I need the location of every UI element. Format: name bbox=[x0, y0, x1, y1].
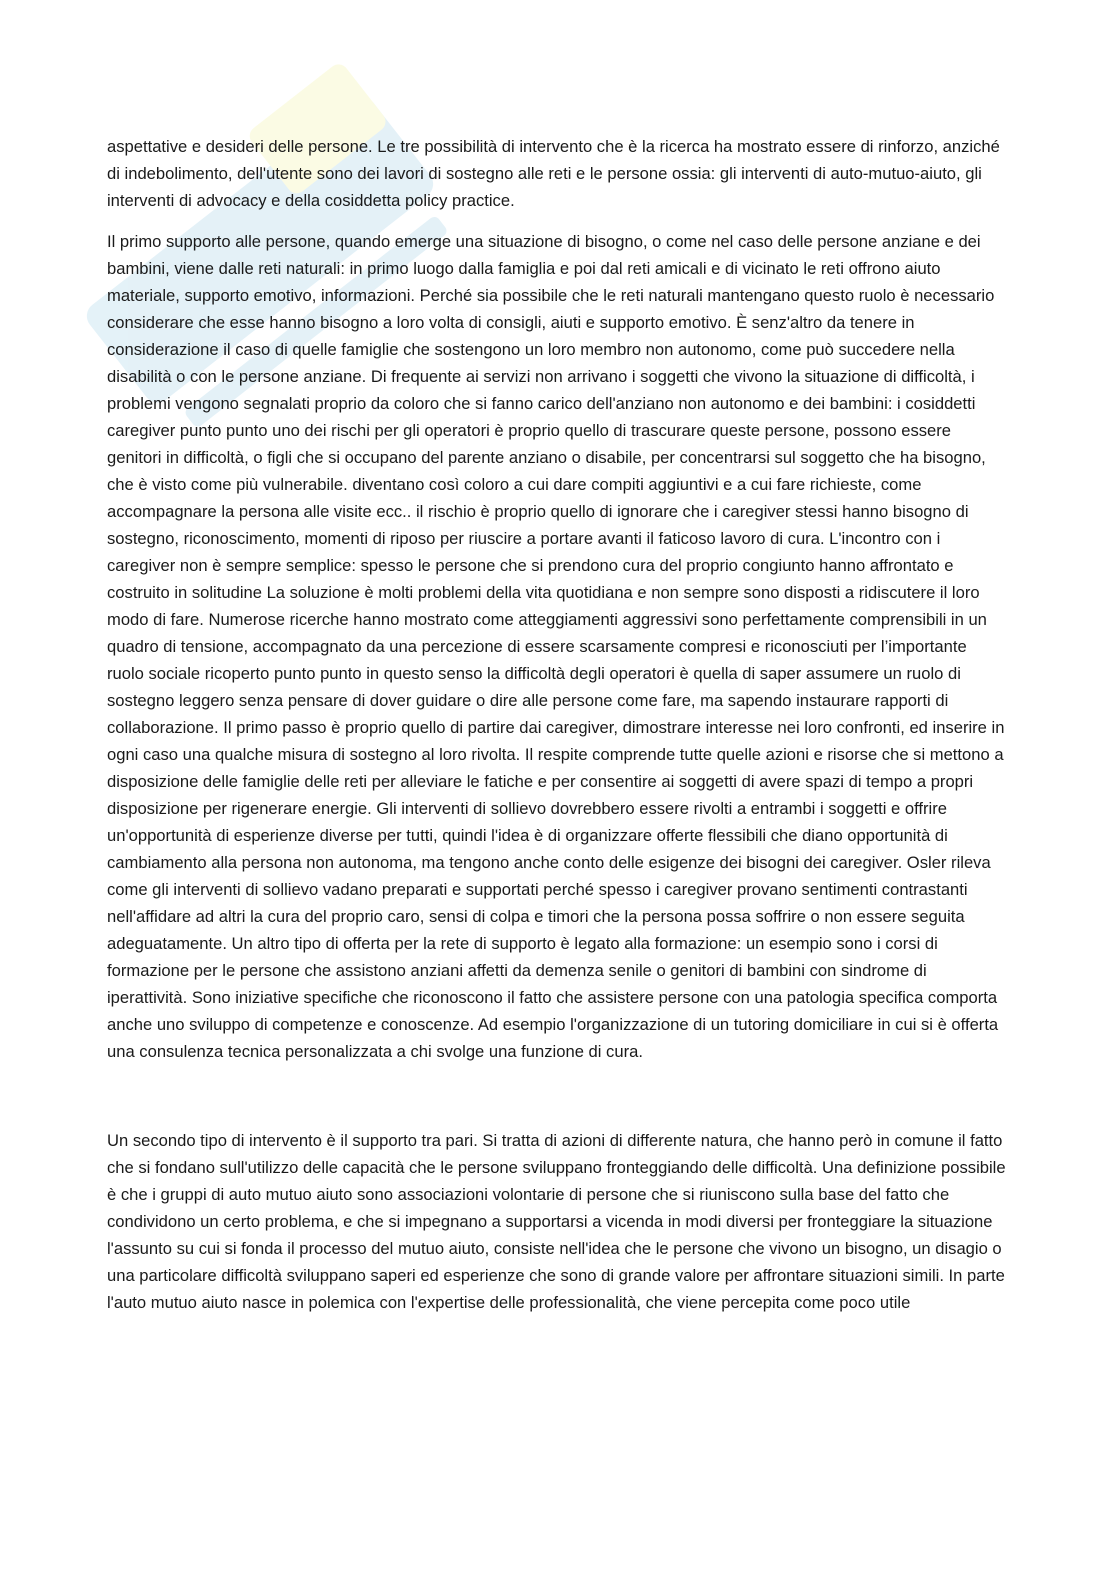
paragraph-2: Il primo supporto alle persone, quando emerge una situazione di bisogno, o come nel caso delle persone anziane e dei bambini, viene dalle reti naturali: in primo luogo dalla famiglia e poi dal reti amicali e di vicinato le reti offrono aiuto materiale, supporto emotivo, informazioni. Perché sia possibile che le reti naturali mantengano questo ruolo è necessario considerare che esse hanno bisogno a loro volta di consigli, aiuti e supporto emotivo. È senz'altro da tenere in considerazione il caso di quelle famiglie che sostengono un loro membro non autonomo, come può succedere nella disabilità o con le persone anziane. Di frequente ai servizi non arrivano i soggetti che vivono la situazione di difficoltà, i problemi vengono segnalati proprio da coloro che si fanno carico dell'anziano non autonomo e dei bambini: i cosiddetti caregiver punto punto uno dei rischi per gli operatori è proprio quello di trascurare queste persone, possono essere genitori in difficoltà, o figli che si occupano del parente anziano o disabile, per concentrarsi sul soggetto che ha bisogno, che è visto come più vulnerabile. diventano così coloro a cui dare compiti aggiuntivi e a cui fare richieste, come accompagnare la persona alle visite ecc.. il rischio è proprio quello di ignorare che i caregiver stessi hanno bisogno di sostegno, riconoscimento, momenti di riposo per riuscire a portare avanti il faticoso lavoro di cura. L'incontro con i caregiver non è sempre semplice: spesso le persone che si prendono cura del proprio congiunto hanno affrontato e costruito in solitudine La soluzione è molti problemi della vita quotidiana e non sempre sono disposti a ridiscutere il loro modo di fare. Numerose ricerche hanno mostrato come atteggiamenti aggressivi sono perfettamente comprensibili in un quadro di tensione, accompagnato da una percezione di essere scarsamente compresi e riconosciuti per l’importante ruolo sociale ricoperto punto punto in questo senso la difficoltà degli operatori è quella di saper assumere un ruolo di sostegno leggero senza pensare di dover guidare o dire alle persone come fare, ma sapendo instaurare rapporti di collaborazione. Il primo passo è proprio quello di partire dai caregiver, dimostrare interesse nei loro confronti, ed inserire in ogni caso una qualche misura di sostegno al loro rivolta. Il respite comprende tutte quelle azioni e risorse che si mettono a disposizione delle famiglie delle reti per alleviare le fatiche e per consentire ai soggetti di avere spazi di tempo a propri disposizione per rigenerare energie. Gli interventi di sollievo dovrebbero essere rivolti a entrambi i soggetti e offrire un'opportunità di esperienze diverse per tutti, quindi l'idea è di organizzare offerte flessibili che diano opportunità di cambiamento alla persona non autonoma, ma tengono anche conto delle esigenze dei bisogni dei caregiver. Osler rileva come gli interventi di sollievo vadano preparati e supportati perché spesso i caregiver provano sentimenti contrastanti nell'affidare ad altri la cura del proprio caro, sensi di colpa e timori che la persona possa soffrire o non essere seguita adeguatamente. Un altro tipo di offerta per la rete di supporto è legato alla formazione: un esempio sono i corsi di formazione per le persone che assistono anziani affetti da demenza senile o genitori di bambini con sindrome di iperattività. Sono iniziative specifiche che riconoscono il fatto che assistere persone con una patologia specifica comporta anche uno sviluppo di competenze e conoscenze. Ad esempio l'organizzazione di un tutoring domiciliare in cui si è offerta una consulenza tecnica personalizzata a chi svolge una funzione di cura. bbox=[107, 232, 1005, 1061]
paragraph-3: Un secondo tipo di intervento è il supporto tra pari. Si tratta di azioni di differente natura, che hanno però in comune il fatto che si fondano sull'utilizzo delle capacità che le persone sviluppano fronteggiando delle difficoltà. Una definizione possibile è che i gruppi di auto mutuo aiuto sono associazioni volontarie di persone che si riuniscono sulla base del fatto che condividono un certo problema, e che si impegnano a supportarsi a vicenda in modi diversi per fronteggiare la situazione l'assunto su cui si fonda il processo del mutuo aiuto, consiste nell'idea che le persone che vivono un bisogno, un disagio o una particolare difficoltà sviluppano saperi ed esperienze che sono di grande valore per affrontare situazioni simili. In parte l'auto mutuo aiuto nasce in polemica con l'expertise delle professionalità, che viene percepita come poco utile bbox=[107, 1131, 1006, 1312]
paragraph-1: aspettative e desideri delle persone. Le tre possibilità di intervento che è la ricerca ha mostrato essere di rinforzo, anziché di indebolimento, dell'utente sono dei lavori di sostegno alle reti e le persone ossia: gli interventi di auto-mutuo-aiuto, gli interventi di advocacy e della cosiddetta policy practice. bbox=[107, 137, 1000, 210]
document-body bbox=[107, 133, 1007, 1316]
